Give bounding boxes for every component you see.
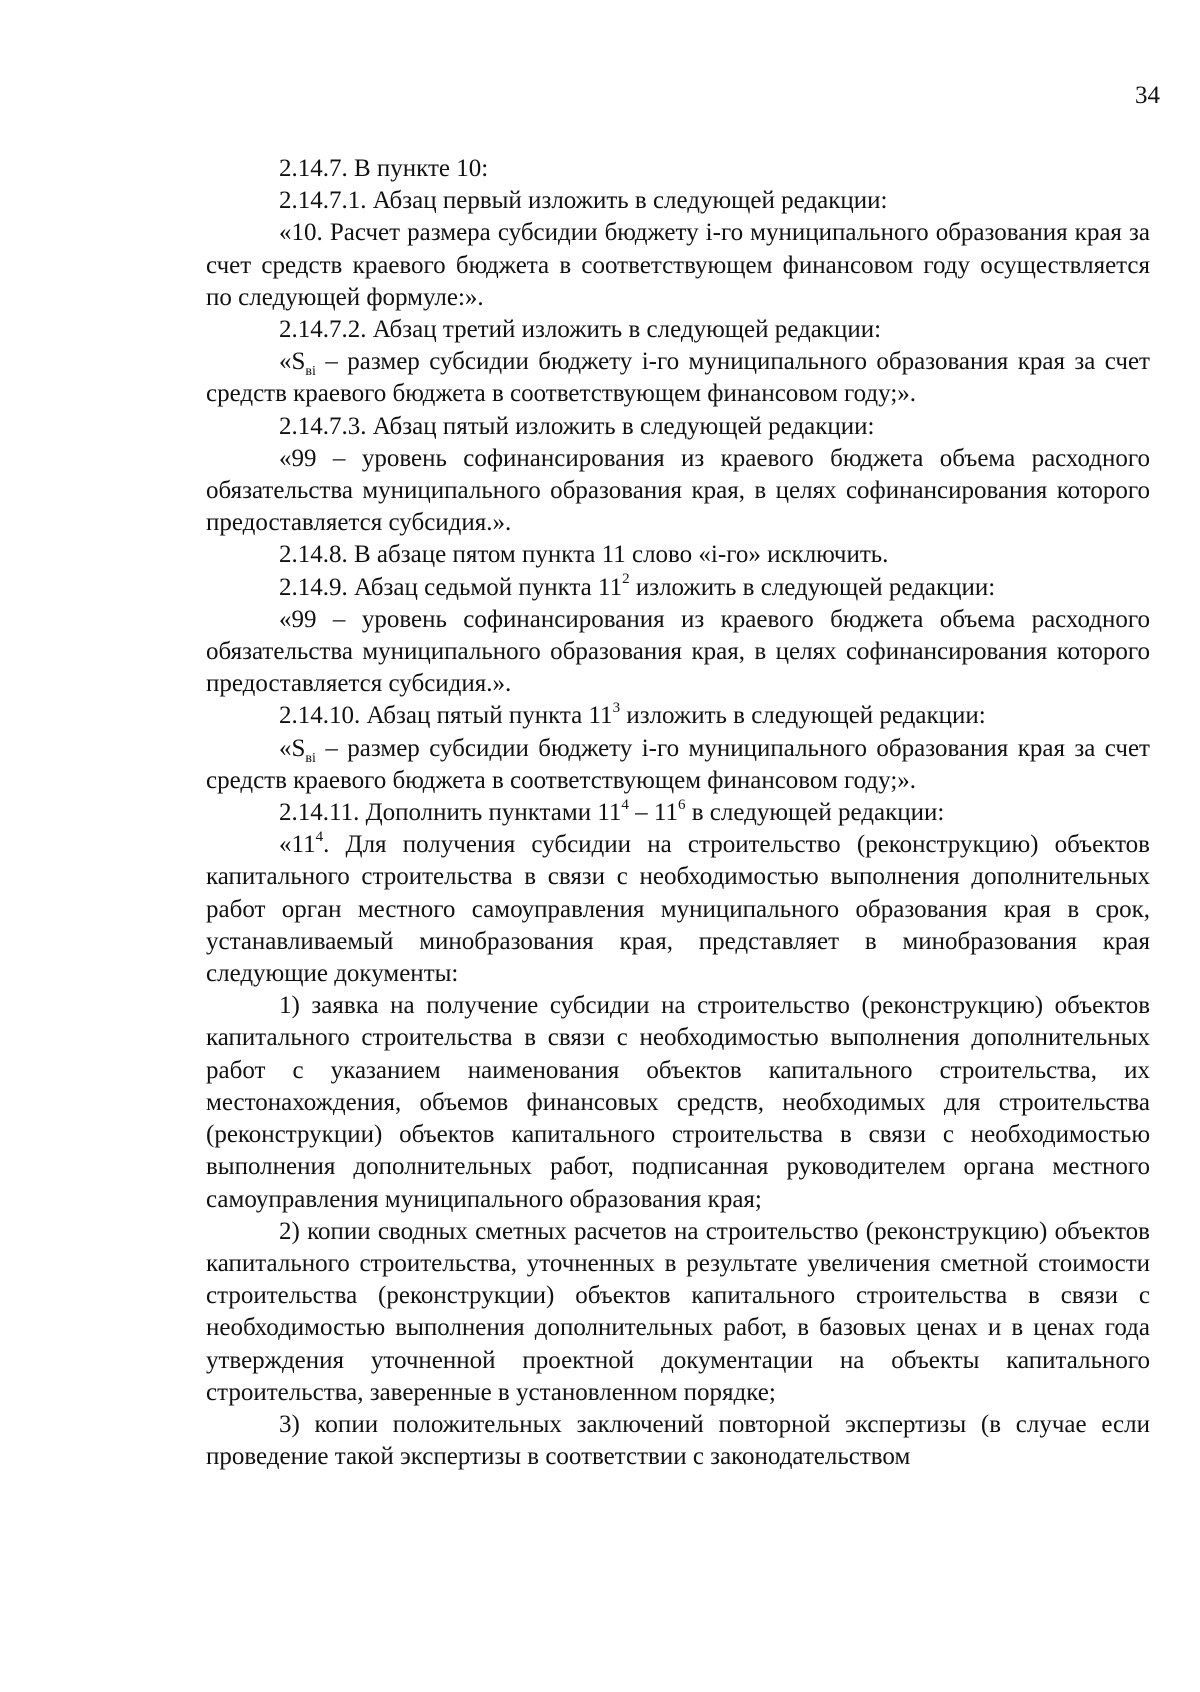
paragraph: «99 – уровень софинансирования из краевого бюджета объема расходного обязательства муниципального образования края, в целях софинансирования которого предоставляется субсидия.». (206, 444, 1150, 537)
paragraph (206, 700, 1150, 732)
paragraph: 2.14.7.1. Абзац первый изложить в следующей редакции: (279, 187, 888, 215)
superscript: 3 (612, 700, 621, 717)
paragraph: «10. Расчет размера субсидии бюджету i-го муниципального образования края за счет средств краевого бюджета в соответствующем финансовом году осуществляется по следующей формуле:». (206, 219, 1150, 311)
paragraph: 2.14.7.3. Абзац пятый изложить в следующей редакции: (279, 412, 875, 440)
paragraph: 2) копии сводных сметных расчетов на строительство (реконструкцию) объектов капитального строительства, уточненных в результате увеличения сметной стоимости строительства (реконструкции) объектов капитального строительства в связи с необходимостью выполнения дополнительных работ, в базовых ценах и в ценах года утверждения уточненной проектной документации на объекты капитального строительства, заверенные в установленном порядке; (206, 1217, 1150, 1406)
paragraph-text: – 11 (628, 799, 678, 827)
paragraph: 2.14.7.2. Абзац третий изложить в следующей редакции: (279, 316, 882, 344)
paragraph: 3) копии положительных заключений повторной экспертизы (в случае если проведение такой экспертизы в соответствии с законодательством (206, 1410, 1150, 1471)
paragraph-text: «11 (279, 831, 316, 859)
superscript: 6 (678, 796, 686, 813)
paragraph-text: изложить в следующей редакции: (620, 702, 986, 730)
paragraph-text: изложить в следующей редакции: (629, 573, 996, 601)
paragraph-text: . Для получения субсидии на строительство (реконструкцию) объектов капитального строительства в связи с необходимостью выполнения дополнительных работ орган местного самоуправления муниципального образования края в срок, устанавливаемый минобразования края, представляет в минобразования края следующие документы: (206, 831, 1150, 988)
superscript: 4 (621, 796, 629, 813)
paragraph: 2.14.8. В абзаце пятом пункта 11 слово «i-го» исключить. (279, 541, 889, 569)
paragraph: 2.14.7. В пункте 10: (279, 155, 489, 182)
paragraph (206, 797, 1150, 829)
paragraph-text: в следующей редакции: (685, 799, 945, 827)
paragraph-text: – размер субсидии бюджету i-го муниципального образования края за счет средств краевого бюджета в соответствующем финансовом году;». (206, 348, 1150, 408)
paragraph-text: 2.14.10. Абзац пятый пункта 11 (279, 702, 613, 730)
paragraph: «99 – уровень софинансирования из краевого бюджета объема расходного обязательства муниципального образования края, в целях софинансирования которого предоставляется субсидия.». (206, 605, 1150, 698)
page-number: 34 (1135, 82, 1160, 109)
document-body (206, 153, 1150, 1473)
paragraph (206, 346, 1150, 410)
formula-subscript: вi (305, 750, 316, 766)
paragraph-text: 2.14.9. Абзац седьмой пункта 11 (279, 573, 623, 601)
paragraph: 1) заявка на получение субсидии на строительство (реконструкцию) объектов капитального строительства в связи с необходимостью выполнения дополнительных работ с указанием наименования объектов капитального строительства, их местонахождения, объемов финансовых средств, необходимых для строительства (реконструкции) объектов капитального строительства в связи с необходимостью выполнения дополнительных работ, подписанная руководителем органа местного самоуправления муниципального образования края; (206, 992, 1150, 1213)
paragraph (206, 572, 1150, 604)
paragraph-text: 2.14.11. Дополнить пунктами 11 (279, 799, 622, 827)
formula-symbol: «S (279, 734, 306, 762)
formula-subscript: вi (305, 364, 316, 380)
formula-symbol: «S (279, 348, 306, 376)
paragraph (206, 733, 1150, 797)
paragraph (206, 829, 1150, 990)
paragraph-text: – размер субсидии бюджету i-го муниципального образования края за счет средств краевого бюджета в соответствующем финансовом году;». (206, 734, 1150, 794)
superscript: 2 (622, 571, 630, 588)
superscript: 4 (315, 828, 324, 845)
